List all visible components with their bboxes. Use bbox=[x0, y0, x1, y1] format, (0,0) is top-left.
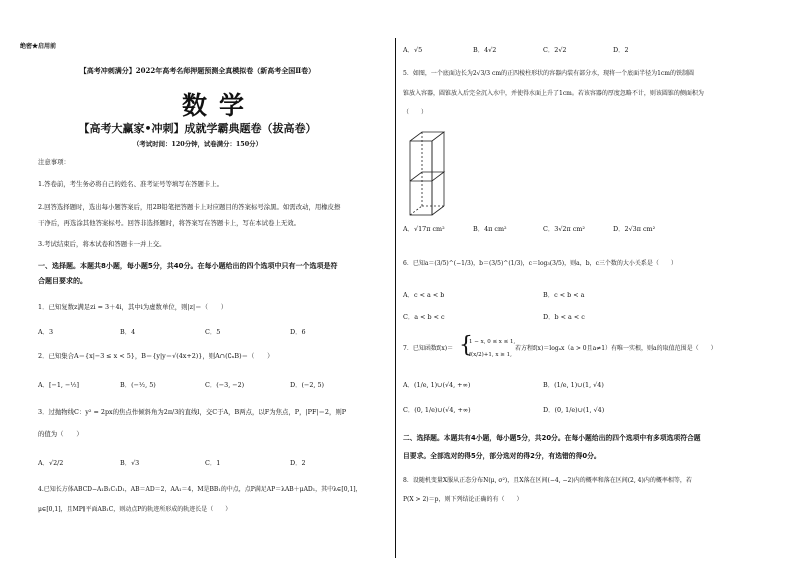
q6-option-b: B．c < b < a bbox=[543, 291, 585, 299]
q1-option-d: D．6 bbox=[290, 328, 306, 336]
q4-option-d: D．2 bbox=[613, 46, 629, 54]
section2-heading-line1: 二、选择题。本题共有4小题，每小题5分，共20分。在每小题给出的四个选项中有多项选项符合题 bbox=[403, 434, 701, 442]
prism-front-face bbox=[410, 141, 432, 215]
q5-line1: 5．如图，一个底面边长为2√3/3 cm的正四棱柱形状的容器内装有部分水，现将一个底面半径为1cm的铁制圆 bbox=[403, 70, 694, 77]
left-column bbox=[0, 0, 395, 562]
q5-line2: 锥放入容器，圆锥放入后完全沉入水中，并使得水面上升了1cm。若该容器的厚度忽略不计，则该圆锥的侧面积为 bbox=[403, 90, 704, 97]
q3-option-d: D．2 bbox=[290, 459, 306, 467]
q2-option-a: A．[−1, −½] bbox=[38, 381, 80, 389]
note-item-2-line2: 干净后，再选涂其他答案标号。回答非选择题时，将答案写在答题卡上，写在本试卷上无效。 bbox=[38, 219, 301, 227]
q7-option-a: A．(1/e, 1)∪(√4, +∞) bbox=[403, 381, 471, 389]
q3-option-a: A．√2/2 bbox=[38, 459, 64, 467]
q2-option-b: B．(−½, 5) bbox=[120, 381, 156, 389]
section1-heading-line1: 一、选择题。本题共8小题，每小题5分，共40分。在每小题给出的四个选项中只有一个选项是符 bbox=[38, 262, 338, 270]
q4-line2: μ∈[0,1]，且MP∥平面AB₁C，则动点P的轨迹所形成的轨迹长是（ ） bbox=[38, 506, 232, 513]
exam-info: （考试时间：120分钟，试卷满分：150分） bbox=[133, 140, 262, 148]
subject-title: 数学 bbox=[182, 91, 257, 120]
q7-piece1: 1 − x, 0 ≤ x ≤ 1, bbox=[469, 339, 516, 345]
q2-option-c: C．(−3, −2) bbox=[205, 381, 245, 389]
q7-option-c: C．(0, 1/e)∪(√4, +∞) bbox=[403, 406, 471, 414]
prism-bottom-right-edge bbox=[432, 206, 444, 215]
q7-brace: { bbox=[459, 333, 473, 358]
q5-line3: （ ） bbox=[403, 109, 428, 116]
q5-option-d: D．2√3π cm² bbox=[613, 225, 656, 233]
prism-hidden-bottom-left bbox=[410, 206, 422, 215]
q4-line1: 4.已知长方体ABCD−A₁B₁C₁D₁，AB＝AD＝2，AA₁＝4，M是BB₁的中点，点P满足AP＝λAB＋μAD₁，其中λ∈[0,1]， bbox=[38, 486, 362, 493]
q1-option-b: B．4 bbox=[120, 328, 136, 336]
right-column bbox=[397, 0, 794, 562]
series-title: 【高考冲刺满分】2022年高考名师押题预测全真模拟卷（新高考全国Ⅱ卷） bbox=[79, 66, 316, 75]
q3-line2: 的值为（ ） bbox=[38, 430, 83, 438]
prism-top-face bbox=[410, 132, 444, 141]
q4-option-b: B．4√2 bbox=[473, 46, 497, 54]
q6-stem: 6．已知a＝(3/5)^(−1/3)，b＝(3/5)^(1/3)，c＝log₃(3/5)，则a，b，c三个数的大小关系是（ ） bbox=[403, 260, 677, 267]
note-item-3: 3.考试结束后，将本试卷和答题卡一并上交。 bbox=[38, 240, 166, 248]
q5-option-c: C．3√2π cm² bbox=[543, 225, 585, 233]
note-item-1: 1.答卷前，考生务必将自己的姓名、准考证号等填写在答题卡上。 bbox=[38, 180, 224, 188]
q5-option-a: A．√17π cm² bbox=[403, 225, 445, 233]
q7-stem-part1: 7．已知函数f(x)＝ bbox=[403, 345, 454, 352]
paper-subtitle: 【高考大赢家•冲刺】成就学霸典题卷（拔高卷） bbox=[78, 122, 317, 135]
q7-option-b: B．(1/e, 1)∪(1, √4) bbox=[543, 381, 604, 389]
q1-stem: 1．已知复数z满足zi = 3＋4i，其中i为虚数单位，则|z|＝（ ） bbox=[38, 303, 228, 311]
q1-option-a: A．3 bbox=[38, 328, 54, 336]
q6-option-a: A．c < a < b bbox=[403, 291, 445, 299]
section2-heading-line2: 目要求。全部选对的得5分，部分选对的得2分，有选错的得0分。 bbox=[403, 452, 601, 460]
water-surface bbox=[410, 172, 444, 181]
q1-option-c: C．5 bbox=[205, 328, 221, 336]
q6-option-d: D．b < a < c bbox=[543, 313, 585, 321]
q2-stem: 2．已知集合A＝{x|−3 ≤ x < 5}，B＝{y|y＝√(4x+2)}，则A∩(∁ₓB)＝（ ） bbox=[38, 352, 274, 360]
q6-option-c: C．a < b < c bbox=[403, 313, 445, 321]
q7-piece2: f(x/2)+1, x ≥ 1, bbox=[469, 352, 512, 358]
secret-mark: 绝密★启用前 bbox=[20, 43, 57, 50]
q3-option-b: B．√3 bbox=[120, 459, 140, 467]
q4-option-c: C．2√2 bbox=[543, 46, 567, 54]
section1-heading-line2: 合题目要求的。 bbox=[38, 277, 87, 285]
q5-option-b: B．4π cm² bbox=[473, 225, 507, 233]
q4-option-a: A．√5 bbox=[403, 46, 423, 54]
q7-stem-part2: 若方程f(x)＝logₐx（a > 0且a≠1）有唯一实根，则a的取值范围是（ ） bbox=[515, 345, 717, 352]
q2-option-d: D．(−2, 5) bbox=[290, 381, 325, 389]
column-divider bbox=[395, 38, 396, 558]
q7-option-d: D．(0, 1/e)∪(1, √4) bbox=[543, 406, 605, 414]
prism-figure bbox=[408, 129, 448, 219]
q8-line1: 8．设随机变量X服从正态分布N(μ, σ²)，且X落在区间(−4, −2)内的概率和落在区间(2, 4)内的概率相等，若 bbox=[403, 477, 692, 484]
q3-option-c: C．1 bbox=[205, 459, 221, 467]
q8-line2: P(X > 2)＝p，则下列结论正确的有（ ） bbox=[403, 496, 523, 503]
notes-title: 注意事项： bbox=[38, 158, 70, 166]
note-item-2-line1: 2.回答选择题时，选出每小题答案后，用2B铅笔把答题卡上对应题目的答案标号涂黑。如需改动，用橡皮擦 bbox=[38, 203, 341, 211]
q3-line1: 3．过抛物线C：y² = 2px的焦点作倾斜角为2π/3的直线l，交C于A，B两点，以F为焦点，P，|PF|＝2，则P bbox=[38, 408, 347, 416]
